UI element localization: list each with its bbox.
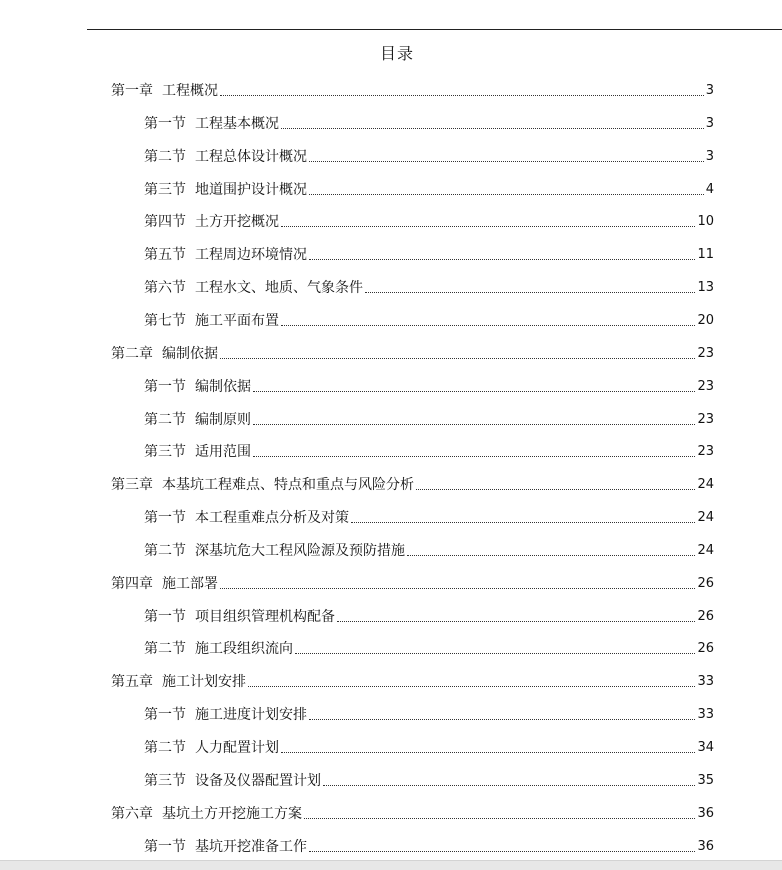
toc-dot-leader xyxy=(220,357,695,359)
toc-entry-number: 第三节 xyxy=(144,444,186,461)
toc-page-number: 4 xyxy=(705,181,714,197)
toc-dot-leader xyxy=(220,94,704,96)
toc-page-number: 24 xyxy=(697,510,714,526)
toc-page-number: 23 xyxy=(697,411,714,427)
toc-entry-number: 第一章 xyxy=(111,83,153,99)
toc-entry-number: 第四章 xyxy=(111,575,153,592)
toc-page-number: 20 xyxy=(697,312,714,328)
toc-entry-number: 第六节 xyxy=(144,280,186,297)
toc-entry-label: 土方开挖概况 xyxy=(195,214,279,231)
toc-section-entry[interactable] xyxy=(144,211,714,231)
toc-entry-label: 基坑开挖准备工作 xyxy=(195,838,307,855)
toc-page-number: 26 xyxy=(697,575,714,591)
toc-entry-number: 第四节 xyxy=(144,214,186,231)
toc-entry-label: 施工平面布置 xyxy=(195,312,279,329)
toc-entry-label: 编制原则 xyxy=(195,411,251,428)
toc-entry-label: 工程总体设计概况 xyxy=(195,148,307,165)
toc-section-entry[interactable] xyxy=(144,638,714,658)
toc-entry-number: 第二节 xyxy=(144,740,186,756)
toc-section-entry[interactable] xyxy=(144,146,714,166)
toc-entry-number: 第七节 xyxy=(144,312,186,329)
toc-dot-leader xyxy=(407,554,695,556)
toc-entry-label: 编制依据 xyxy=(162,345,218,362)
toc-dot-leader xyxy=(337,620,695,622)
toc-page-number: 33 xyxy=(697,674,714,690)
toc-dot-leader xyxy=(309,850,695,852)
toc-dot-leader xyxy=(253,455,695,457)
toc-entry-label: 施工部署 xyxy=(162,575,218,592)
toc-page-number: 3 xyxy=(705,83,714,98)
toc-dot-leader xyxy=(323,784,695,786)
toc-entry-number: 第一节 xyxy=(144,378,186,395)
toc-dot-leader xyxy=(309,718,695,720)
toc-page-number: 3 xyxy=(705,148,714,164)
toc-chapter-entry[interactable] xyxy=(111,80,714,100)
toc-page-number: 13 xyxy=(697,280,714,296)
toc-page-number: 36 xyxy=(697,805,714,821)
toc-entry-label: 设备及仪器配置计划 xyxy=(195,772,321,789)
toc-entry-number: 第一节 xyxy=(144,838,186,855)
toc-entry-label: 编制依据 xyxy=(195,378,251,395)
toc-dot-leader xyxy=(281,127,704,129)
toc-entry-label: 本工程重难点分析及对策 xyxy=(195,510,349,527)
toc-section-entry[interactable] xyxy=(144,441,714,461)
toc-entry-label: 本基坑工程难点、特点和重点与风险分析 xyxy=(162,477,414,494)
toc-section-entry[interactable] xyxy=(144,409,714,429)
toc-page-number: 26 xyxy=(697,608,714,624)
toc-entry-label: 工程周边环境情况 xyxy=(195,247,307,264)
toc-dot-leader xyxy=(351,521,695,523)
toc-entry-label: 适用范围 xyxy=(195,444,251,461)
toc-section-entry[interactable] xyxy=(144,113,714,133)
toc-page-number: 35 xyxy=(697,772,714,788)
toc-page-number: 23 xyxy=(697,444,714,460)
toc-dot-leader xyxy=(295,652,695,654)
toc-entry-number: 第五章 xyxy=(111,674,153,691)
toc-entry-label: 施工计划安排 xyxy=(162,674,246,691)
toc-chapter-entry[interactable] xyxy=(111,671,714,691)
toc-entry-label: 深基坑危大工程风险源及预防措施 xyxy=(195,542,405,559)
toc-entry-number: 第一节 xyxy=(144,115,186,132)
toc-page-number: 36 xyxy=(697,838,714,854)
toc-page-number: 33 xyxy=(697,707,714,723)
toc-entry-number: 第二节 xyxy=(144,542,186,559)
toc-page-number: 10 xyxy=(697,214,714,230)
toc-dot-leader xyxy=(253,423,695,425)
toc-dot-leader xyxy=(253,390,695,392)
toc-dot-leader xyxy=(309,193,704,195)
toc-entry-label: 施工进度计划安排 xyxy=(195,707,307,724)
toc-section-entry[interactable] xyxy=(144,606,714,626)
toc-entry-label: 项目组织管理机构配备 xyxy=(195,608,335,625)
toc-page-number: 34 xyxy=(697,740,714,755)
toc-entry-number: 第一节 xyxy=(144,510,186,527)
toc-dot-leader xyxy=(309,258,695,260)
toc-dot-leader xyxy=(309,160,704,162)
toc-section-entry[interactable] xyxy=(144,277,714,297)
toc-dot-leader xyxy=(281,324,695,326)
toc-entry-number: 第三节 xyxy=(144,181,186,198)
toc-page-number: 23 xyxy=(697,345,714,361)
toc-entry-label: 工程基本概况 xyxy=(195,115,279,132)
toc-dot-leader xyxy=(220,587,695,589)
toc-chapter-entry[interactable] xyxy=(111,803,714,823)
toc-entry-number: 第二节 xyxy=(144,641,186,658)
toc-entry-label: 工程概况 xyxy=(162,83,218,99)
toc-entry-number: 第三章 xyxy=(111,477,153,494)
toc-chapter-entry[interactable] xyxy=(111,474,714,494)
toc-entry-label: 地道围护设计概况 xyxy=(195,181,307,198)
toc-section-entry[interactable] xyxy=(144,376,714,396)
toc-entry-number: 第五节 xyxy=(144,247,186,264)
toc-entry-number: 第一节 xyxy=(144,707,186,724)
toc-entry-number: 第六章 xyxy=(111,805,153,822)
toc-entry-number: 第一节 xyxy=(144,608,186,625)
toc-section-entry[interactable] xyxy=(144,540,714,560)
toc-dot-leader xyxy=(365,291,695,293)
toc-section-entry[interactable] xyxy=(144,836,714,856)
toc-page-number: 3 xyxy=(705,115,714,131)
toc-section-entry[interactable] xyxy=(144,507,714,527)
toc-entry-number: 第三节 xyxy=(144,772,186,789)
toc-dot-leader xyxy=(304,817,695,819)
toc-section-entry[interactable] xyxy=(144,244,714,264)
toc-entry-number: 第二节 xyxy=(144,148,186,165)
header-rule xyxy=(87,29,782,30)
toc-section-entry[interactable] xyxy=(144,770,714,790)
toc-page-number: 11 xyxy=(697,247,714,263)
toc-entry-label: 人力配置计划 xyxy=(195,740,279,756)
toc-page-number: 26 xyxy=(697,641,714,657)
toc-page-number: 24 xyxy=(697,477,714,493)
toc-dot-leader xyxy=(248,685,695,687)
toc-dot-leader xyxy=(281,225,695,227)
toc-entry-label: 工程水文、地质、气象条件 xyxy=(195,280,363,297)
toc-section-entry[interactable] xyxy=(144,737,714,757)
toc-dot-leader xyxy=(416,488,695,490)
toc-entry-number: 第二章 xyxy=(111,345,153,362)
toc-section-entry[interactable] xyxy=(144,310,714,330)
toc-page-number: 23 xyxy=(697,378,714,394)
toc-dot-leader xyxy=(281,751,695,753)
window-bottom-edge xyxy=(0,860,782,870)
toc-entry-label: 基坑土方开挖施工方案 xyxy=(162,805,302,822)
toc-section-entry[interactable] xyxy=(144,179,714,199)
toc-page-number: 24 xyxy=(697,542,714,558)
toc-entry-label: 施工段组织流向 xyxy=(195,641,293,658)
toc-chapter-entry[interactable] xyxy=(111,573,714,593)
toc-entry-number: 第二节 xyxy=(144,411,186,428)
toc-title: 目录 xyxy=(379,44,414,63)
toc-chapter-entry[interactable] xyxy=(111,343,714,363)
toc-section-entry[interactable] xyxy=(144,704,714,724)
